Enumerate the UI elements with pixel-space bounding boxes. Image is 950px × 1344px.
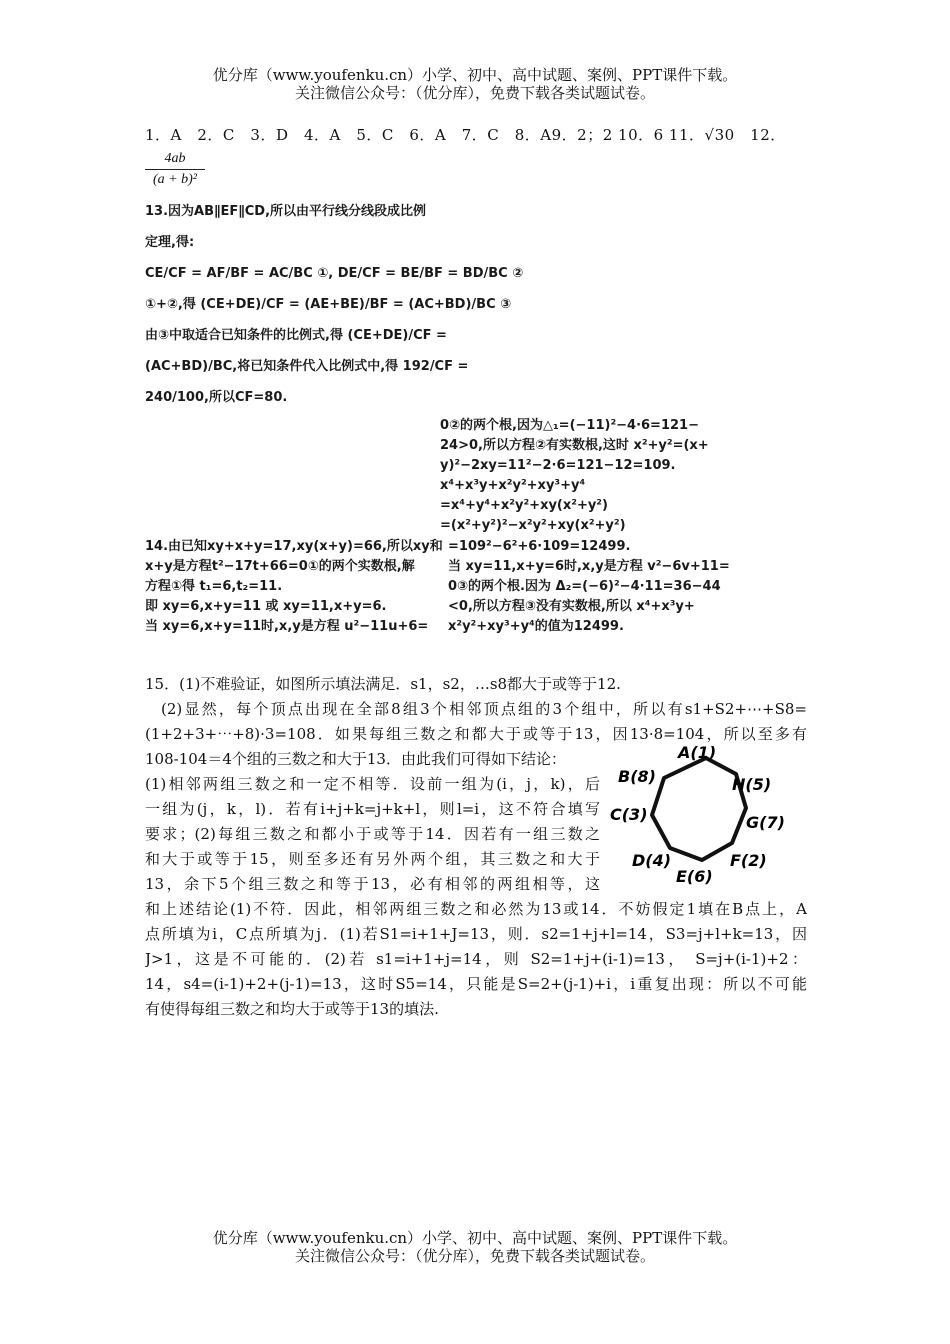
header-line-1: 优分库（www.youfenku.cn）小学、初中、高中试题、案例、PPT课件下载。: [212, 66, 738, 84]
q14-line: 14.由已知xy+x+y=17,xy(x+y)=66,所以xy和: [145, 539, 443, 554]
q14-right-upper: [440, 416, 709, 536]
q13-line: 定理,得:: [145, 235, 195, 250]
answer-12-fraction: [145, 151, 205, 188]
page-header: [0, 66, 950, 102]
vertex-label-h: H(5): [732, 775, 772, 794]
q14-line: =109²−6²+6·109=12499.: [448, 539, 631, 554]
header-line-2: 关注微信公众号：（优分库），免费下载各类试题试卷。: [294, 84, 655, 102]
q15-line: (1+2+3+⋯+8)·3=108．如果每组三数之和都大于或等于13，因13·8=104，所以至多有: [145, 725, 807, 743]
q15-line: 13，余下5个组三数之和等于13，必有相邻的两组相等，这: [145, 875, 600, 893]
footer-line-1: 优分库（www.youfenku.cn）小学、初中、高中试题、案例、PPT课件下载。: [212, 1229, 738, 1247]
vertex-label-a: A(1): [678, 743, 717, 762]
octagon-figure: [606, 740, 806, 890]
q13-line: CE/CF = AF/BF = AC/BC ①, DE/CF = BE/BF = BD/BC ②: [145, 266, 524, 281]
page-footer: [0, 1229, 950, 1265]
q14-line: =x⁴+y⁴+x²y²+xy(x²+y²): [440, 498, 608, 513]
vertex-label-d: D(4): [632, 851, 672, 870]
vertex-label-c: C(3): [610, 805, 648, 824]
q15-line: (2)显然，每个顶点出现在全部8组3个相邻顶点组的3个组中，所以有s1+S2+⋯+S8=: [161, 700, 807, 718]
q14-line: 0③的两个根.因为 Δ₂=(−6)²−4·11=36−44: [448, 579, 721, 594]
q14-right-lower: [448, 537, 730, 637]
q14-line: 方程①得 t₁=6,t₂=11.: [145, 579, 283, 594]
q13-line: (AC+BD)/BC,将已知条件代入比例式中,得 192/CF =: [145, 359, 469, 374]
q14-left: [145, 537, 443, 637]
q15-line: 108-104＝4个组的三数之和大于13．由此我们可得如下结论：: [145, 750, 566, 768]
q14-line: 0②的两个根,因为△₁=(−11)²−4·6=121−: [440, 418, 699, 433]
q14-line: 即 xy=6,x+y=11 或 xy=11,x+y=6.: [145, 599, 387, 614]
q14-line: x²y²+xy³+y⁴的值为12499.: [448, 619, 624, 634]
q15-tail-block: [145, 897, 807, 1022]
q13-line: 240/100,所以CF=80.: [145, 390, 288, 405]
q15-line: 点所填为i，C点所填为j．(1)若S1=i+1+J=13，则．s2=1+j+l=14，S3=j+l+k=13，因: [145, 925, 807, 943]
q15-line: 一组为(j，k，l)．若有i+j+k=j+k+l，则l=i，这不符合填写: [145, 800, 600, 818]
q14-line: 当 xy=6,x+y=11时,x,y是方程 u²−11u+6=: [145, 619, 429, 634]
q15-line: 要求；(2)每组三数之和都小于或等于14．因若有一组三数之: [145, 825, 600, 843]
q13-line: 由③中取适合已知条件的比例式,得 (CE+DE)/CF =: [145, 328, 447, 343]
q14-line: 24>0,所以方程②有实数根,这时 x²+y²=(x+: [440, 438, 709, 453]
q13-line: 13.因为AB∥EF∥CD,所以由平行线分线段成比例: [145, 204, 427, 219]
q13-solution: [145, 196, 523, 413]
fraction-denominator: (a + b)²: [153, 172, 197, 187]
vertex-label-g: G(7): [746, 813, 785, 832]
q14-line: y)²−2xy=11²−2·6=121−12=109.: [440, 458, 676, 473]
q15-line-1: 15．(1)不难验证，如图所示填法满足．s1，s2，…s8都大于或等于12.: [145, 675, 621, 693]
q13-line: ①+②,得 (CE+DE)/CF = (AE+BE)/BF = (AC+BD)/BC ③: [145, 297, 512, 312]
octagon-shape: [652, 758, 746, 860]
q14-line: x⁴+x³y+x²y²+xy³+y⁴: [440, 478, 586, 493]
q15-line: 有使得每组三数之和均大于或等于13的填法.: [145, 1000, 439, 1018]
q15-line: 和上述结论(1)不符．因此，相邻两组三数之和必然为13或14．不妨假定1填在B点上，A: [145, 900, 807, 918]
q14-line: x+y是方程t²−17t+66=0①的两个实数根,解: [145, 559, 415, 574]
q15-line: (1)相邻两组三数之和一定不相等．设前一组为(i，j，k)，后: [145, 775, 600, 793]
vertex-label-f: F(2): [730, 851, 767, 870]
q15-line: 和大于或等于15，则至多还有另外两个组，其三数之和大于: [145, 850, 600, 868]
fraction-numerator: 4ab: [145, 151, 205, 170]
q14-line: <0,所以方程③没有实数根,所以 x⁴+x³y+: [448, 599, 695, 614]
q15-line: J>1，这是不可能的．(2)若 s1=i+1+j=14，则 S2=1+j+(i-1)=13， S=j+(i-1)+2：: [145, 950, 807, 968]
answers-line: 1．A 2．C 3．D 4．A 5．C 6．A 7．C 8．A9．2；2 10．6 11．√30 12．: [145, 126, 786, 144]
q15-line: 14，s4=(i-1)+2+(j-1)=13，这时S5=14，只能是S=2+(j-1)+i，i重复出现：所以不可能: [145, 975, 807, 993]
footer-line-2: 关注微信公众号：（优分库），免费下载各类试题试卷。: [294, 1247, 655, 1265]
vertex-label-e: E(6): [676, 867, 713, 886]
q14-line: =(x²+y²)²−x²y²+xy(x²+y²): [440, 518, 626, 533]
q15-narrow-block: [145, 747, 600, 897]
vertex-label-b: B(8): [618, 767, 656, 786]
q14-line: 当 xy=11,x+y=6时,x,y是方程 v²−6v+11=: [448, 559, 730, 574]
